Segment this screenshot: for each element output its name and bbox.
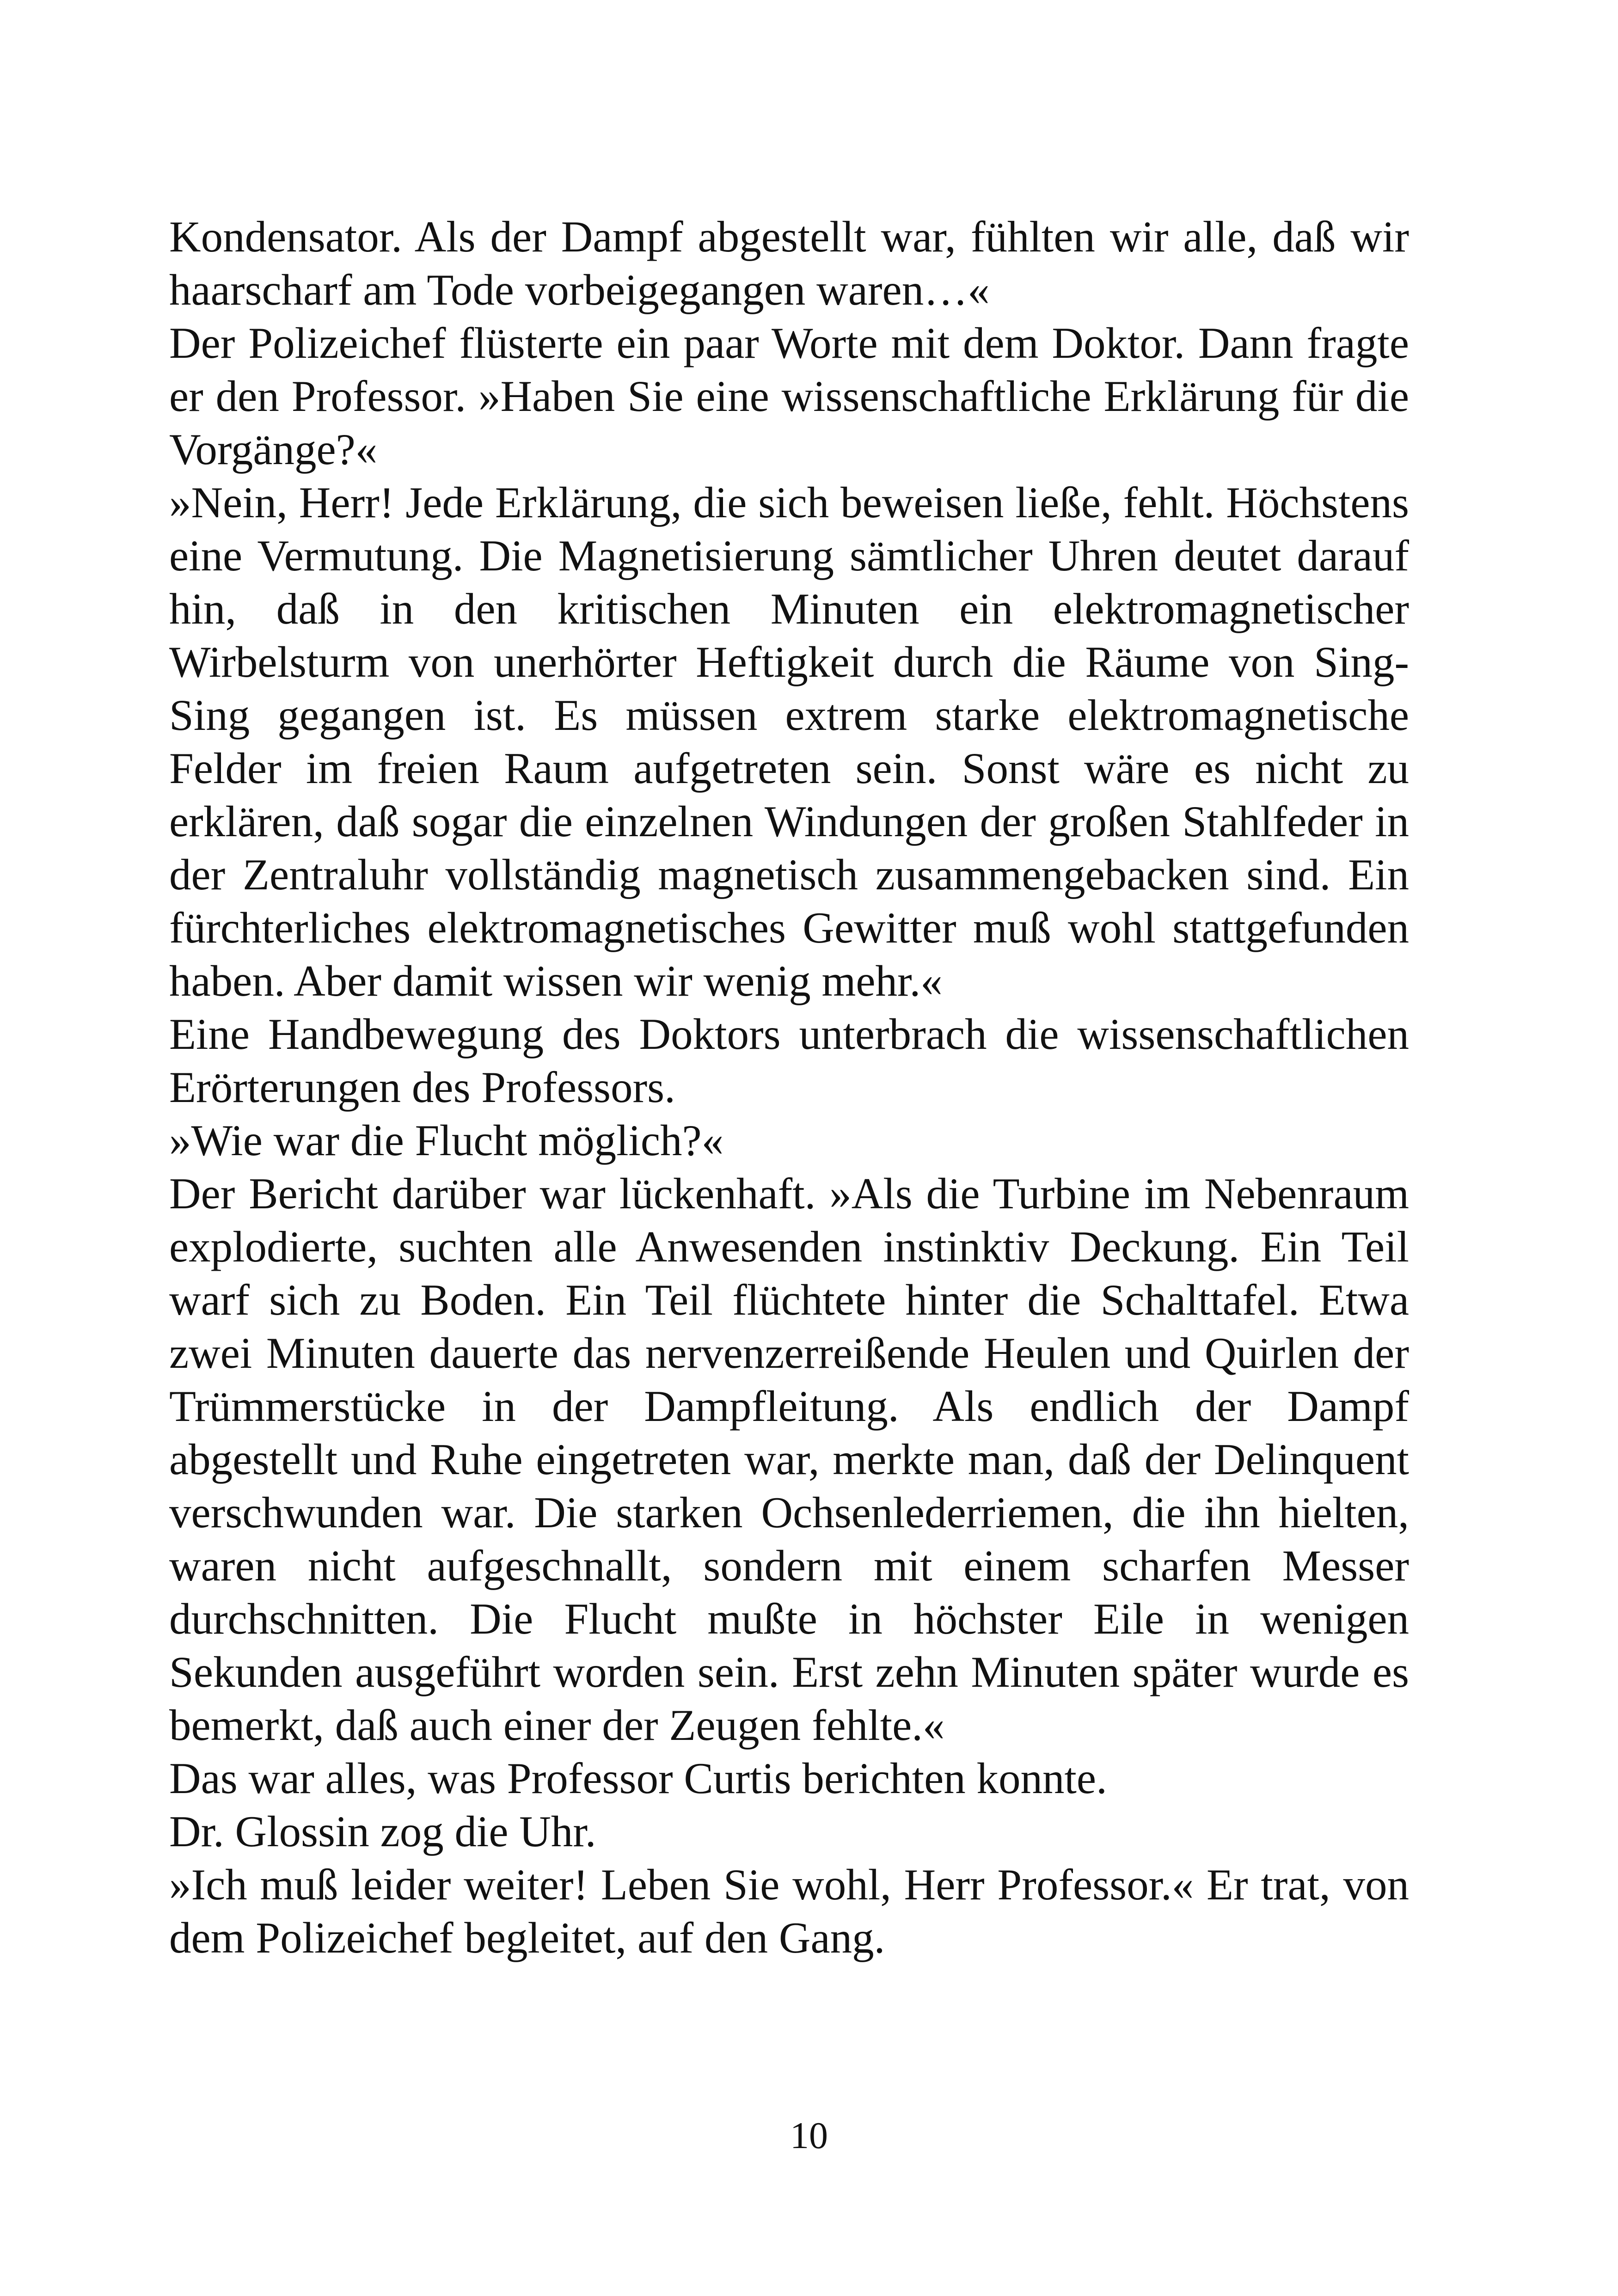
paragraph-5: »Wie war die Flucht möglich?«: [169, 1116, 724, 1165]
paragraph-9: »Ich muß leider weiter! Leben Sie wohl, Herr Professor.« Er trat, von dem Polizeichef begleitet, auf den Gang.: [169, 1860, 1409, 1962]
paragraph-6: Der Bericht darüber war lückenhaft. »Als die Turbine im Nebenraum explodierte, suchten alle Anwesenden instinktiv Deckung. Ein Teil warf sich zu Boden. Ein Teil flüchtete hinter die Schalttafel. Etwa zwei Minuten dauerte das nervenzerreißende Heulen und Quirlen der Trümmerstücke in der Dampfleitung. Als endlich der Dampf abgestellt und Ruhe eingetreten war, merkte man, daß der Delinquent verschwunden war. Die starken Ochsenlederriemen, die ihn hielten, waren nicht aufgeschnallt, sondern mit einem scharfen Messer durchschnitten. Die Flucht mußte in höchster Eile in wenigen Sekunden ausgeführt worden sein. Erst zehn Minuten später wurde es bemerkt, daß auch einer der Zeugen fehlte.«: [169, 1169, 1409, 1750]
paragraph-1: Kondensator. Als der Dampf abgestellt war, fühlten wir alle, daß wir haarscharf am Tode vorbeigegangen waren…«: [169, 212, 1409, 314]
paragraph-4: Eine Handbewegung des Doktors unterbrach die wissenschaftlichen Erörterungen des Professors.: [169, 1010, 1409, 1112]
body-text: [169, 210, 1409, 1965]
paragraph-2: Der Polizeichef flüsterte ein paar Worte mit dem Doktor. Dann fragte er den Professor. »Haben Sie eine wissenschaftliche Erklärung für die Vorgänge?«: [169, 318, 1409, 474]
page-number: 10: [790, 2114, 828, 2156]
paragraph-8: Dr. Glossin zog die Uhr.: [169, 1807, 596, 1856]
paragraph-7: Das war alles, was Professor Curtis berichten konnte.: [169, 1754, 1107, 1803]
paragraph-3: »Nein, Herr! Jede Erklärung, die sich beweisen ließe, fehlt. Höchstens eine Vermutung. Die Magnetisierung sämtlicher Uhren deutet darauf hin, daß in den kritischen Minuten ein elektromagnetischer Wirbelsturm von unerhörter Heftigkeit durch die Räume von Sing-Sing gegangen ist. Es müssen extrem starke elektromagnetische Felder im freien Raum aufgetreten sein. Sonst wäre es nicht zu erklären, daß sogar die einzelnen Windungen der großen Stahlfeder in der Zentraluhr vollständig magnetisch zusammengebacken sind. Ein fürchterliches elektromagnetisches Gewitter muß wohl stattgefunden haben. Aber damit wissen wir wenig mehr.«: [169, 478, 1409, 1005]
